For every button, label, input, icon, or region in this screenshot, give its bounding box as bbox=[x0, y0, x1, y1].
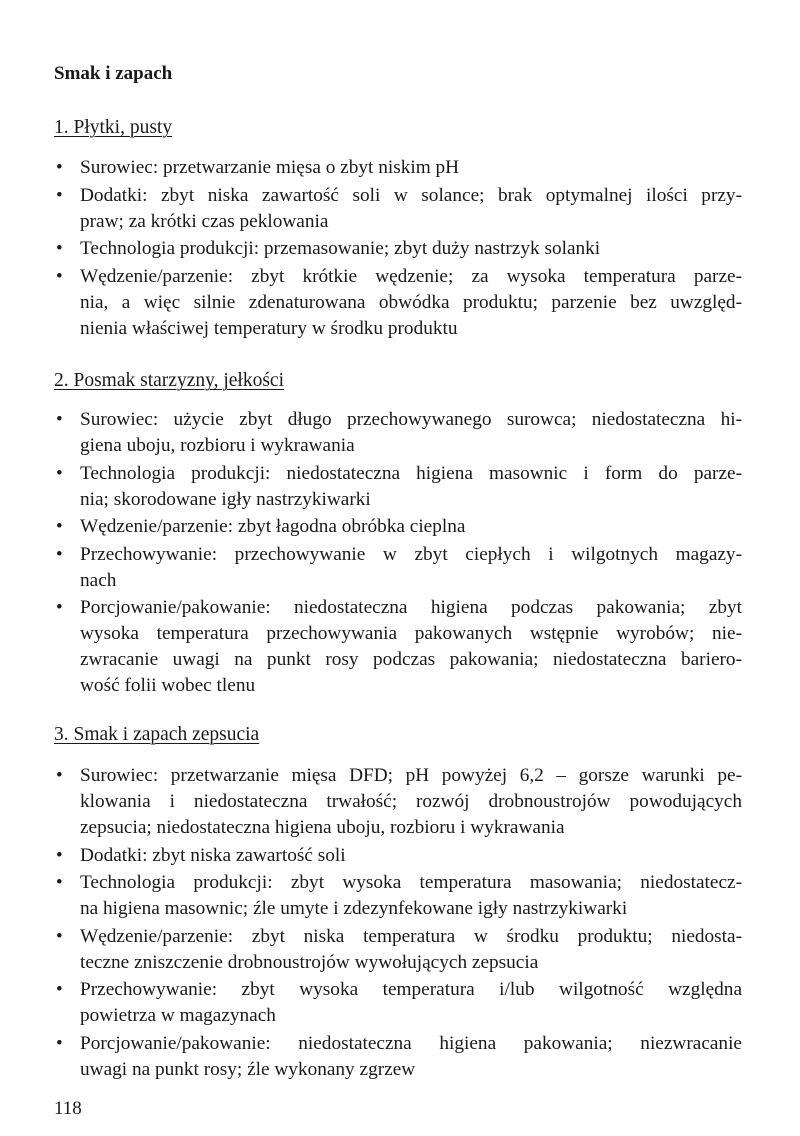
bullet-icon: • bbox=[56, 184, 63, 206]
list-item-line: Dodatki: zbyt niska zawartość soli w solance; brak optymalnej ilości przy- bbox=[80, 184, 742, 206]
bullet-icon: • bbox=[56, 516, 63, 537]
list-item-line: nia; skorodowane igły nastrzykiwarki bbox=[80, 488, 371, 510]
section-list-2 bbox=[54, 407, 742, 701]
page-number: 118 bbox=[54, 1098, 82, 1119]
list-item-line: Wędzenie/parzenie: zbyt krótkie wędzenie; za wysoka temperatura parze- bbox=[80, 265, 742, 287]
list-item-line: zwracanie uwagi na punkt rosy podczas pakowania; niedostateczna bariero- bbox=[80, 649, 742, 670]
bullet-icon: • bbox=[56, 265, 63, 287]
bullet-icon: • bbox=[56, 979, 63, 1000]
list-item bbox=[54, 763, 742, 841]
list-item bbox=[54, 1031, 742, 1083]
list-item-line: Technologia produkcji: przemasowanie; zbyt duży nastrzyk solanki bbox=[80, 238, 601, 259]
bullet-icon: • bbox=[56, 925, 63, 947]
list-item-line: Surowiec: przetwarzanie mięsa o zbyt niskim pH bbox=[80, 157, 460, 178]
list-item bbox=[54, 264, 742, 342]
list-item bbox=[54, 595, 742, 699]
section-list-3 bbox=[54, 763, 742, 1084]
list-item-line: nach bbox=[80, 569, 117, 591]
list-item bbox=[54, 461, 742, 513]
list-item bbox=[54, 407, 742, 459]
list-item-line: Porcjowanie/pakowanie: niedostateczna higiena pakowania; niezwracanie bbox=[80, 1032, 742, 1054]
list-item bbox=[54, 870, 742, 922]
list-item-line: Wędzenie/parzenie: zbyt łagodna obróbka cieplna bbox=[80, 516, 466, 537]
section-heading-3: 3. Smak i zapach zepsucia bbox=[54, 724, 260, 745]
list-item bbox=[54, 843, 742, 869]
bullet-icon: • bbox=[56, 543, 63, 565]
list-item-line: Przechowywanie: przechowywanie w zbyt ciepłych i wilgotnych magazy- bbox=[80, 543, 742, 565]
bullet-icon: • bbox=[56, 597, 63, 618]
list-item-line: Wędzenie/parzenie: zbyt niska temperatura w środku produktu; niedosta- bbox=[80, 925, 742, 947]
list-item bbox=[54, 183, 742, 235]
list-item-line: teczne zniszczenie drobnoustrojów wywołujących zepsucia bbox=[80, 951, 539, 973]
section-heading-1: 1. Płytki, pusty bbox=[54, 117, 173, 138]
list-item-line: klowania i niedostateczna trwałość; rozwój drobnoustrojów powodujących bbox=[80, 791, 742, 812]
list-item-line: giena uboju, rozbioru i wykrawania bbox=[80, 435, 355, 456]
page-title: Smak i zapach bbox=[54, 63, 173, 84]
bullet-icon: • bbox=[56, 157, 63, 178]
bullet-icon: • bbox=[56, 462, 63, 484]
list-item-line: Przechowywanie: zbyt wysoka temperatura i/lub wilgotność względna bbox=[80, 979, 742, 1000]
list-item bbox=[54, 514, 742, 540]
list-item-line: Technologia produkcji: niedostateczna higiena masownic i form do parze- bbox=[80, 462, 742, 484]
list-item bbox=[54, 924, 742, 976]
bullet-icon: • bbox=[56, 844, 63, 866]
list-item-line: zepsucia; niedostateczna higiena uboju, rozbioru i wykrawania bbox=[80, 817, 565, 838]
bullet-icon: • bbox=[56, 238, 63, 259]
list-item-line: praw; za krótki czas peklowania bbox=[80, 210, 329, 232]
list-item-line: Porcjowanie/pakowanie: niedostateczna higiena podczas pakowania; zbyt bbox=[80, 597, 742, 618]
list-item-line: uwagi na punkt rosy; źle wykonany zgrzew bbox=[80, 1058, 416, 1080]
list-item-line: Surowiec: użycie zbyt długo przechowywanego surowca; niedostateczna hi- bbox=[80, 409, 742, 430]
list-item-line: nia, a więc silnie zdenaturowana obwódka produktu; parzenie bez uwzględ- bbox=[80, 291, 742, 313]
bullet-icon: • bbox=[56, 765, 63, 786]
list-item-line: Technologia produkcji: zbyt wysoka temperatura masowania; niedostatecz- bbox=[80, 872, 742, 893]
list-item-line: na higiena masownic; źle umyte i zdezynfekowane igły nastrzykiwarki bbox=[80, 898, 628, 919]
section-heading-2: 2. Posmak starzyzny, jełkości bbox=[54, 370, 284, 391]
list-item-line: Dodatki: zbyt niska zawartość soli bbox=[80, 844, 346, 866]
bullet-icon: • bbox=[56, 1032, 63, 1054]
bullet-icon: • bbox=[56, 872, 63, 893]
list-item bbox=[54, 155, 742, 181]
list-item-line: nienia właściwej temperatury w środku produktu bbox=[80, 317, 458, 339]
list-item bbox=[54, 542, 742, 594]
list-item-line: powietrza w magazynach bbox=[80, 1005, 276, 1026]
bullet-icon: • bbox=[56, 409, 63, 430]
list-item-line: wość folii wobec tlenu bbox=[80, 675, 256, 696]
list-item bbox=[54, 977, 742, 1029]
section-list-1 bbox=[54, 155, 742, 343]
list-item-line: wysoka temperatura przechowywania pakowanych wstępnie wyrobów; nie- bbox=[80, 623, 742, 644]
list-item-line: Surowiec: przetwarzanie mięsa DFD; pH powyżej 6,2 – gorsze warunki pe- bbox=[80, 765, 742, 786]
list-item bbox=[54, 236, 742, 262]
